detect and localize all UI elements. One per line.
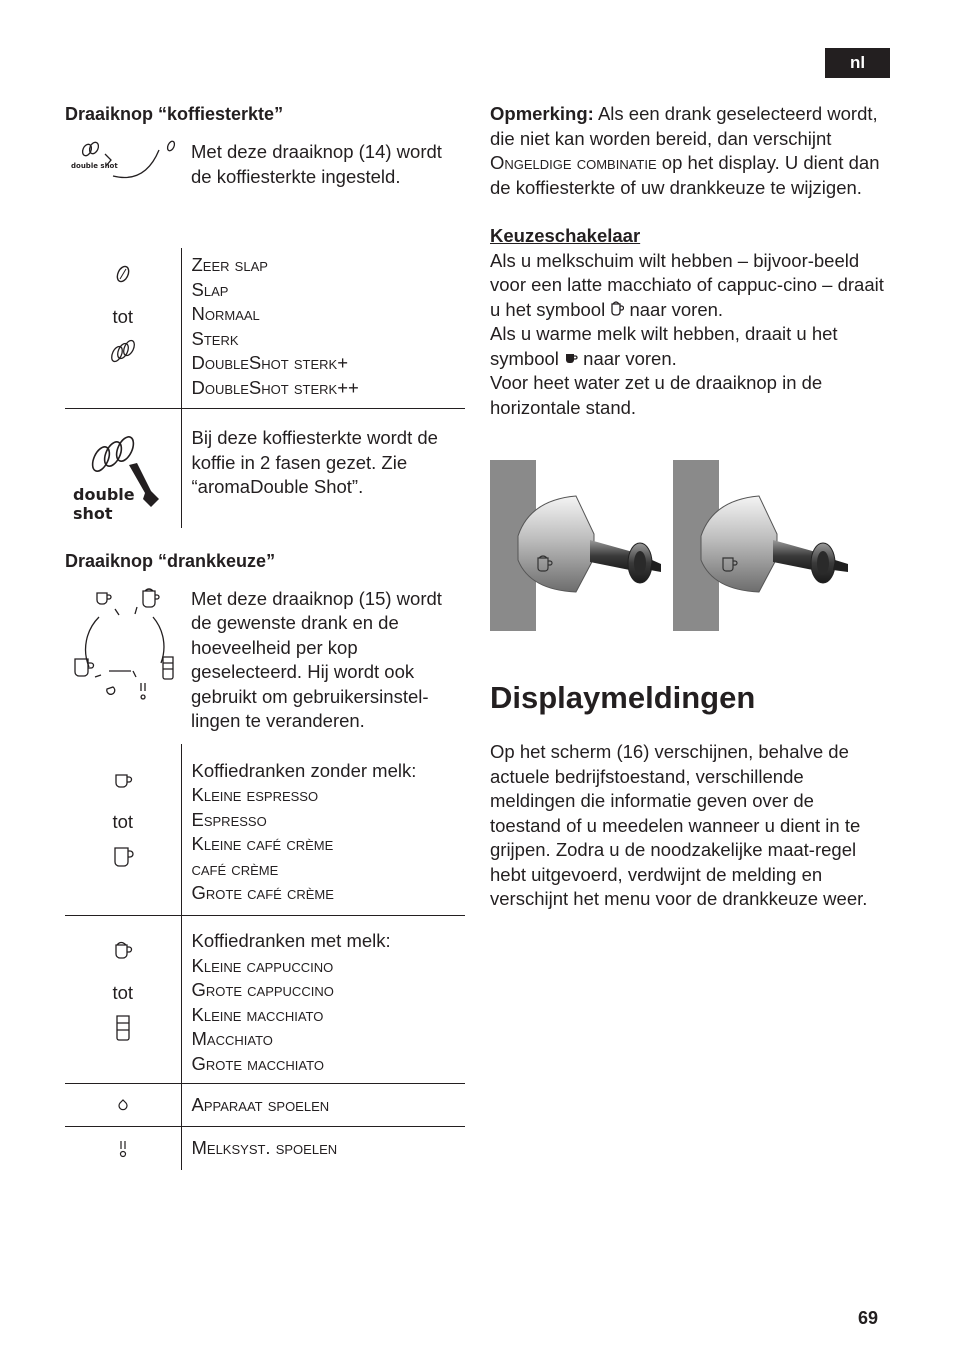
section-title-drink: Draaiknop “drankkeuze” — [65, 550, 276, 571]
note-text: Als een drank geselecteerd wordt, die niet kan worden bereid, dan verschijnt — [490, 103, 878, 149]
drink-item: Grote cappuccino — [191, 979, 334, 1000]
strength-item: Normaal — [191, 303, 260, 324]
rinse-device-icon-cell — [65, 1084, 181, 1127]
tot-label: tot — [112, 981, 134, 1003]
tot-label: tot — [112, 811, 134, 832]
milk-list — [181, 916, 465, 1084]
strength-range-icons — [65, 248, 181, 409]
drink-item: Kleine espresso — [191, 784, 319, 805]
note-paragraph — [490, 102, 890, 200]
selector-section — [490, 224, 890, 420]
selector-text: Voor heet water zet u de draaiknop in de horizontale stand. — [490, 372, 823, 418]
strength-levels-table — [65, 248, 465, 528]
strength-item: DoubleShot sterk+ — [191, 352, 348, 373]
display-messages-title: Displaymeldingen — [490, 680, 756, 715]
rinse-milk-label: Melksyst. spoelen — [181, 1127, 465, 1170]
display-messages-text: Op het scherm (16) verschijnen, behalve de actuele bedrijfstoestand, verschillende meldingen die informatie geven over de toestand of u meedelen wanneer u dient in te grijpen. Zodra u de noodzakelijke maat-regel hebt uitgevoerd, verdwijnt de melding en verschijnt het menu voor de drankkeuze weer. — [490, 741, 868, 909]
selector-photo-milk — [673, 460, 848, 631]
strength-dial-desc: Met deze draaiknop (14) wordt de koffiesterkte ingesteld. — [191, 141, 442, 187]
strength-item: DoubleShot sterk++ — [191, 376, 359, 398]
drink-item: Grote macchiato — [191, 1052, 324, 1074]
tot-label: tot — [112, 305, 134, 327]
milk-title: Koffiedranken met melk: — [191, 930, 391, 951]
drink-item: Macchiato — [191, 1028, 273, 1049]
rinse-milk-icon-cell — [65, 1127, 181, 1170]
bean-one-icon — [113, 264, 133, 284]
strength-item: Slap — [191, 278, 229, 300]
bean-three-icon — [108, 339, 138, 365]
selector-text: naar voren. — [624, 298, 724, 320]
drink-item: Espresso — [191, 808, 267, 830]
double-shot-desc: Bij deze koffiesterkte wordt de koffie in 2 fasen gezet. Zie “aromaDouble Shot”. — [181, 409, 465, 528]
drink-dial-table — [65, 587, 465, 744]
no-milk-title: Koffiedranken zonder melk: — [191, 759, 417, 781]
drink-item: café crème — [191, 857, 279, 879]
no-milk-icons — [65, 744, 181, 916]
large-cup-icon — [112, 845, 134, 869]
drink-item: Kleine café crème — [191, 833, 334, 854]
selector-photo-foam — [490, 460, 661, 631]
drink-types-table — [65, 744, 465, 1170]
rinse-device-label: Apparaat spoelen — [181, 1084, 465, 1127]
drink-item: Grote café crème — [191, 882, 334, 903]
drink-item: Kleine cappuccino — [191, 954, 334, 976]
selector-text: Als u warme melk wilt hebben, draait u het symbool — [490, 323, 838, 369]
page-number: 69 — [858, 1308, 879, 1328]
dial-double-shot-text: double shot — [71, 162, 118, 170]
drink-item: Kleine macchiato — [191, 1003, 324, 1025]
selector-title: Keuzeschakelaar — [490, 225, 641, 246]
strength-dial-table — [65, 140, 465, 248]
latte-glass-icon — [113, 1013, 133, 1043]
drop-icon — [115, 1098, 131, 1114]
drink-dial-desc: Met deze draaiknop (15) wordt de gewenste drank en de hoeveelheid per kop geselecteerd. Hij wordt ook gebruikt om gebruikersinstel-lingen te veranderen. — [191, 587, 442, 731]
selector-text: naar voren. — [578, 347, 677, 369]
drink-dial-cell — [65, 587, 181, 744]
right-column — [490, 102, 890, 909]
cappuccino-icon — [113, 940, 133, 960]
milk-icons — [65, 916, 181, 1084]
milk-tube-icon — [117, 1139, 129, 1159]
double-label: double — [73, 485, 135, 504]
double-shot-icon-cell — [65, 409, 181, 528]
strength-dial-cell — [65, 140, 181, 248]
left-column — [65, 102, 465, 1170]
strength-list — [181, 248, 465, 409]
milk-foam-icon — [610, 300, 624, 316]
warm-milk-icon — [564, 351, 578, 365]
note-text: op het display. U dient dan de koffiesterkte of uw drankkeuze te wijzigen. — [490, 152, 880, 198]
strength-dial-icon — [65, 140, 181, 200]
invalid-combination-label: Ongeldige combinatie — [490, 152, 657, 173]
note-label: Opmerking: — [490, 103, 594, 124]
shot-label: shot — [73, 504, 113, 523]
no-milk-list — [181, 744, 465, 916]
small-cup-icon — [113, 772, 133, 790]
strength-item: Sterk — [191, 327, 239, 349]
selector-text: Als u melkschuim wilt hebben – bijvoor-beeld voor een latte macchiato of cappuc-cino – draait u het symbool — [490, 249, 884, 320]
double-shot-label — [73, 485, 135, 523]
strength-item: Zeer slap — [191, 254, 268, 275]
language-tag: nl — [825, 48, 890, 78]
section-title-strength: Draaiknop “koffiesterkte” — [65, 104, 284, 124]
drink-dial-icon — [65, 587, 181, 717]
